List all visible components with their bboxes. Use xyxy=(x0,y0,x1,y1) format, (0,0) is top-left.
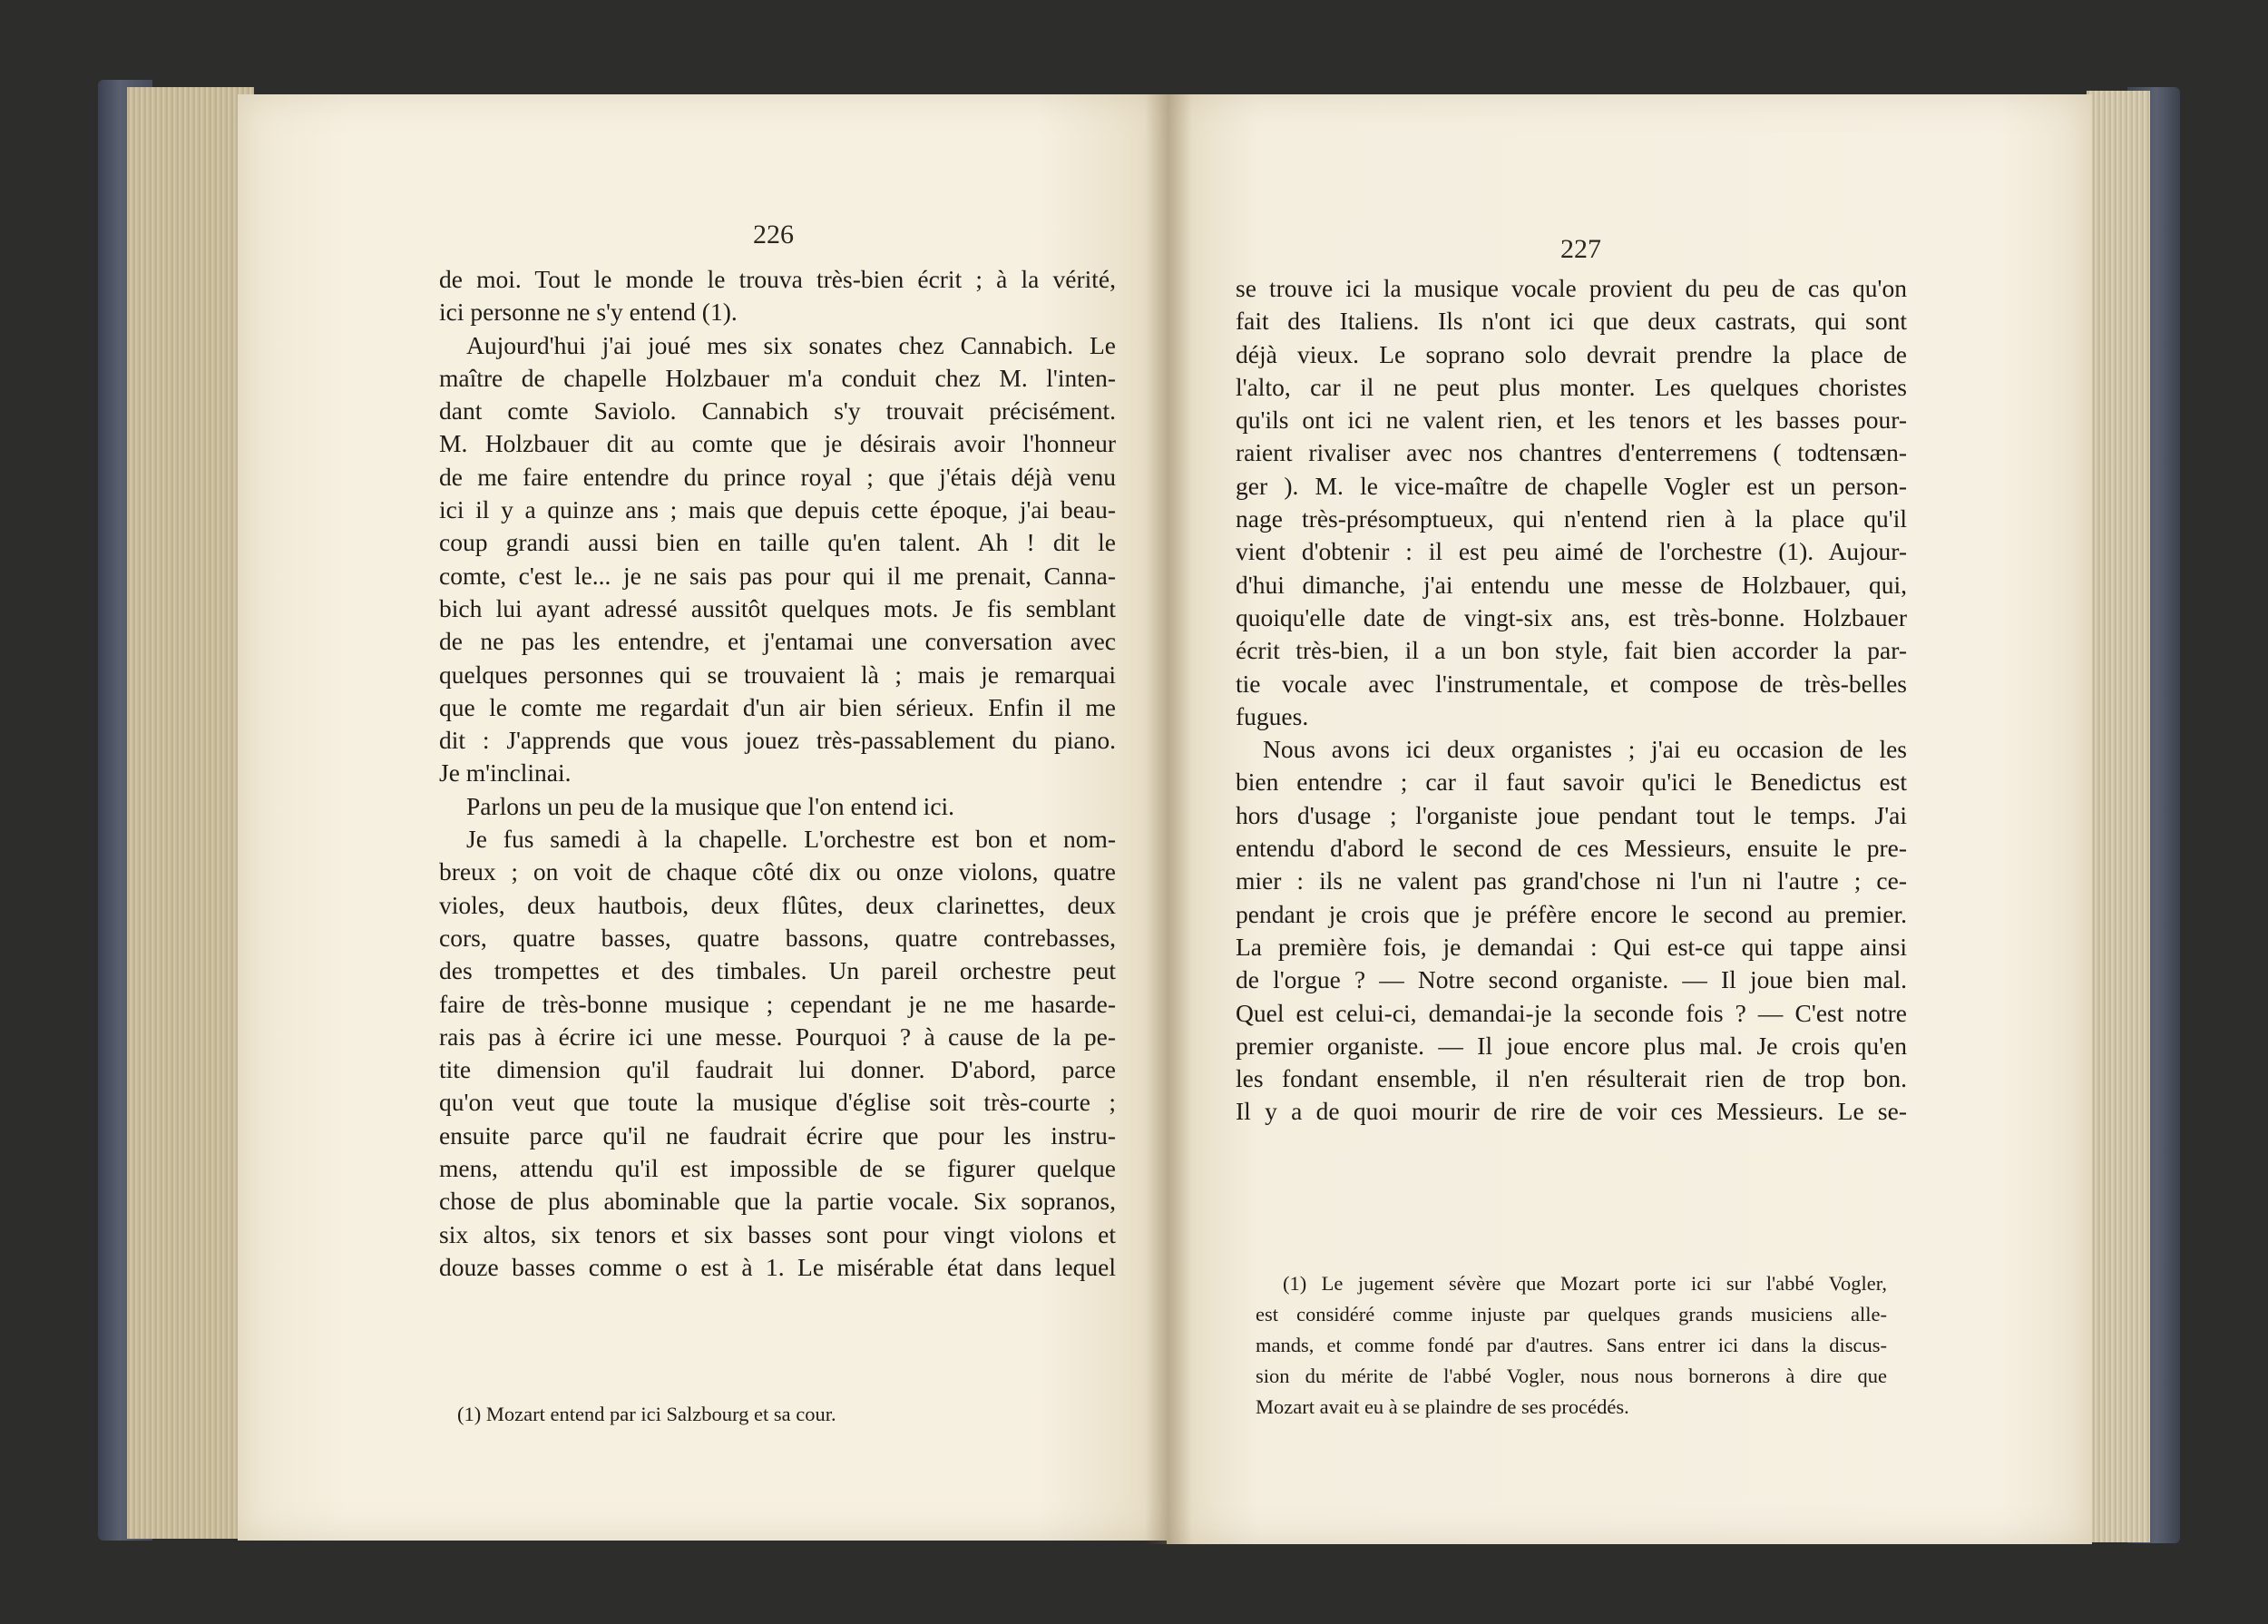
text-line: raient rivaliser avec nos chantres d'enterremens ( todtensæn- xyxy=(1236,438,1907,467)
text-line: pendant je crois que je préfère encore le second au premier. xyxy=(1236,899,1907,928)
text-line: quoiqu'elle date de vingt-six ans, est très-bonne. Holzbauer xyxy=(1236,602,1907,631)
text-line: Je m'inclinai. xyxy=(439,758,572,788)
text-line: fait des Italiens. Ils n'ont ici que deux castrats, qui sont xyxy=(1236,307,1907,336)
text-line: ici personne ne s'y entend (1). xyxy=(439,298,738,327)
left-page-body xyxy=(439,263,1116,1284)
text-line: mier : ils ne valent pas grand'chose ni l'un ni l'autre ; ce- xyxy=(1236,866,1907,895)
text-line: Quel est celui-ci, demandai-je la seconde fois ? — C'est notre xyxy=(1236,998,1907,1027)
left-page-number: 226 xyxy=(753,220,794,249)
right-page-number: 227 xyxy=(1560,234,1601,264)
text-line: nage très-présomptueux, qui n'entend rien à la place qu'il xyxy=(1236,504,1907,533)
text-line: coup grandi aussi bien en taille qu'en talent. Ah ! dit le xyxy=(439,528,1116,557)
footnote-line: Mozart avait eu à se plaindre de ses procédés. xyxy=(1256,1395,1629,1418)
text-line: de moi. Tout le monde le trouva très-bien écrit ; à la vérité, xyxy=(439,265,1116,293)
text-line: rais pas à écrire ici une messe. Pourquoi ? à cause de la pe- xyxy=(439,1022,1116,1051)
text-line: M. Holzbauer dit au comte que je désirais avoir l'honneur xyxy=(439,429,1116,458)
text-line: La première fois, je demandai : Qui est-ce qui tappe ainsi xyxy=(1236,932,1907,961)
text-line: bich lui ayant adressé aussitôt quelques mots. Je fis semblant xyxy=(439,593,1116,622)
text-line: de me faire entendre du prince royal ; que j'étais déjà venu xyxy=(439,462,1116,491)
text-line: Aujourd'hui j'ai joué mes six sonates chez Cannabich. Le xyxy=(466,330,1116,359)
footnote-line: sion du mérite de l'abbé Vogler, nous nous bornerons à dire que xyxy=(1256,1365,1887,1387)
text-line: mens, attendu qu'il est impossible de se figurer quelque xyxy=(439,1154,1116,1183)
text-line: chose de plus abominable que la partie vocale. Six sopranos, xyxy=(439,1187,1116,1216)
text-line: dit : J'apprends que vous jouez très-passablement du piano. xyxy=(439,726,1116,755)
text-line: dant comte Saviolo. Cannabich s'y trouvait précisément. xyxy=(439,396,1116,426)
text-line: hors d'usage ; l'organiste joue pendant tout le temps. J'ai xyxy=(1236,800,1907,829)
text-line: Parlons un peu de la musique que l'on entend ici. xyxy=(466,791,955,820)
footnote-line: est considéré comme injuste par quelques grands musiciens alle- xyxy=(1256,1303,1887,1326)
text-line: écrit très-bien, il a un bon style, fait bien accorder la par- xyxy=(1236,636,1907,665)
left-page-edges xyxy=(127,87,254,1539)
text-line: que le comte me regardait d'un air bien sérieux. Enfin il me xyxy=(439,692,1116,721)
text-line: Je fus samedi à la chapelle. L'orchestre est bon et nom- xyxy=(466,825,1116,854)
text-line: bien entendre ; car il faut savoir qu'ici le Benedictus est xyxy=(1236,768,1907,797)
text-line: breux ; on voit de chaque côté dix ou onze violons, quatre xyxy=(439,857,1116,886)
right-page xyxy=(1167,94,2092,1544)
text-line: les fondant ensemble, il n'en résulterait rien de trop bon. xyxy=(1236,1064,1907,1093)
text-line: vient d'obtenir : il est peu aimé de l'orchestre (1). Aujour- xyxy=(1236,537,1907,566)
text-line: Il y a de quoi mourir de rire de voir ces Messieurs. Le se- xyxy=(1236,1097,1907,1126)
text-line: déjà vieux. Le soprano solo devrait prendre la place de xyxy=(1236,339,1907,368)
text-line: ensuite parce qu'il ne faudrait écrire que pour les instru- xyxy=(439,1120,1116,1150)
text-line: tie vocale avec l'instrumentale, et compose de très-belles xyxy=(1236,669,1907,698)
text-line: faire de très-bonne musique ; cependant je ne me hasarde- xyxy=(439,989,1116,1018)
text-line: six altos, six tenors et six basses sont pour vingt violons et xyxy=(439,1219,1116,1248)
text-line: quelques personnes qui se trouvaient là ; mais je remarquai xyxy=(439,660,1116,689)
text-line: violes, deux hautbois, deux flûtes, deux clarinettes, deux xyxy=(439,890,1116,919)
text-line: comte, c'est le... je ne sais pas pour qui il me prenait, Canna- xyxy=(439,561,1116,590)
spine-gutter xyxy=(1145,94,1192,1544)
footnote-line: (1) Le jugement sévère que Mozart porte ici sur l'abbé Vogler, xyxy=(1283,1272,1887,1295)
right-page-body xyxy=(1236,272,1907,1129)
text-line: entendu d'abord le second de ces Messieurs, ensuite le pre- xyxy=(1236,834,1907,863)
text-line: maître de chapelle Holzbauer m'a conduit chez M. l'inten- xyxy=(439,363,1116,392)
text-line: premier organiste. — Il joue encore plus mal. Je crois qu'en xyxy=(1236,1031,1907,1060)
text-line: de l'orgue ? — Notre second organiste. — Il joue bien mal. xyxy=(1236,965,1907,994)
text-line: fugues. xyxy=(1236,701,1309,730)
text-line: d'hui dimanche, j'ai entendu une messe de Holzbauer, qui, xyxy=(1236,570,1907,599)
text-line: l'alto, car il ne peut plus monter. Les quelques choristes xyxy=(1236,372,1907,401)
right-page-footnotes xyxy=(1256,1268,1887,1423)
left-page-footnotes xyxy=(457,1399,1002,1430)
text-line: tite dimension qu'il faudrait lui donner. D'abord, parce xyxy=(439,1055,1116,1084)
footnote-line: mands, et comme fondé par d'autres. Sans entrer ici dans la discus- xyxy=(1256,1334,1887,1356)
text-line: Nous avons ici deux organistes ; j'ai eu occasion de les xyxy=(1263,735,1907,764)
text-line: cors, quatre basses, quatre bassons, quatre contrebasses, xyxy=(439,923,1116,952)
text-line: douze basses comme o est à 1. Le misérable état dans lequel xyxy=(439,1252,1116,1281)
text-line: ger ). M. le vice-maître de chapelle Vogler est un person- xyxy=(1236,471,1907,500)
text-line: de ne pas les entendre, et j'entamai une conversation avec xyxy=(439,627,1116,656)
text-line: qu'ils ont ici ne valent rien, et les tenors et les basses pour- xyxy=(1236,406,1907,435)
text-line: ici il y a quinze ans ; mais que depuis cette époque, j'ai beau- xyxy=(439,495,1116,524)
text-line: se trouve ici la musique vocale provient du peu de cas qu'on xyxy=(1236,274,1907,302)
footnote-line: (1) Mozart entend par ici Salzbourg et sa cour. xyxy=(457,1403,836,1425)
text-line: des trompettes et des timbales. Un pareil orchestre peut xyxy=(439,956,1116,985)
left-page xyxy=(238,94,1167,1541)
right-page-edges xyxy=(2087,91,2150,1542)
text-line: qu'on veut que toute la musique d'église soit très-courte ; xyxy=(439,1088,1116,1117)
